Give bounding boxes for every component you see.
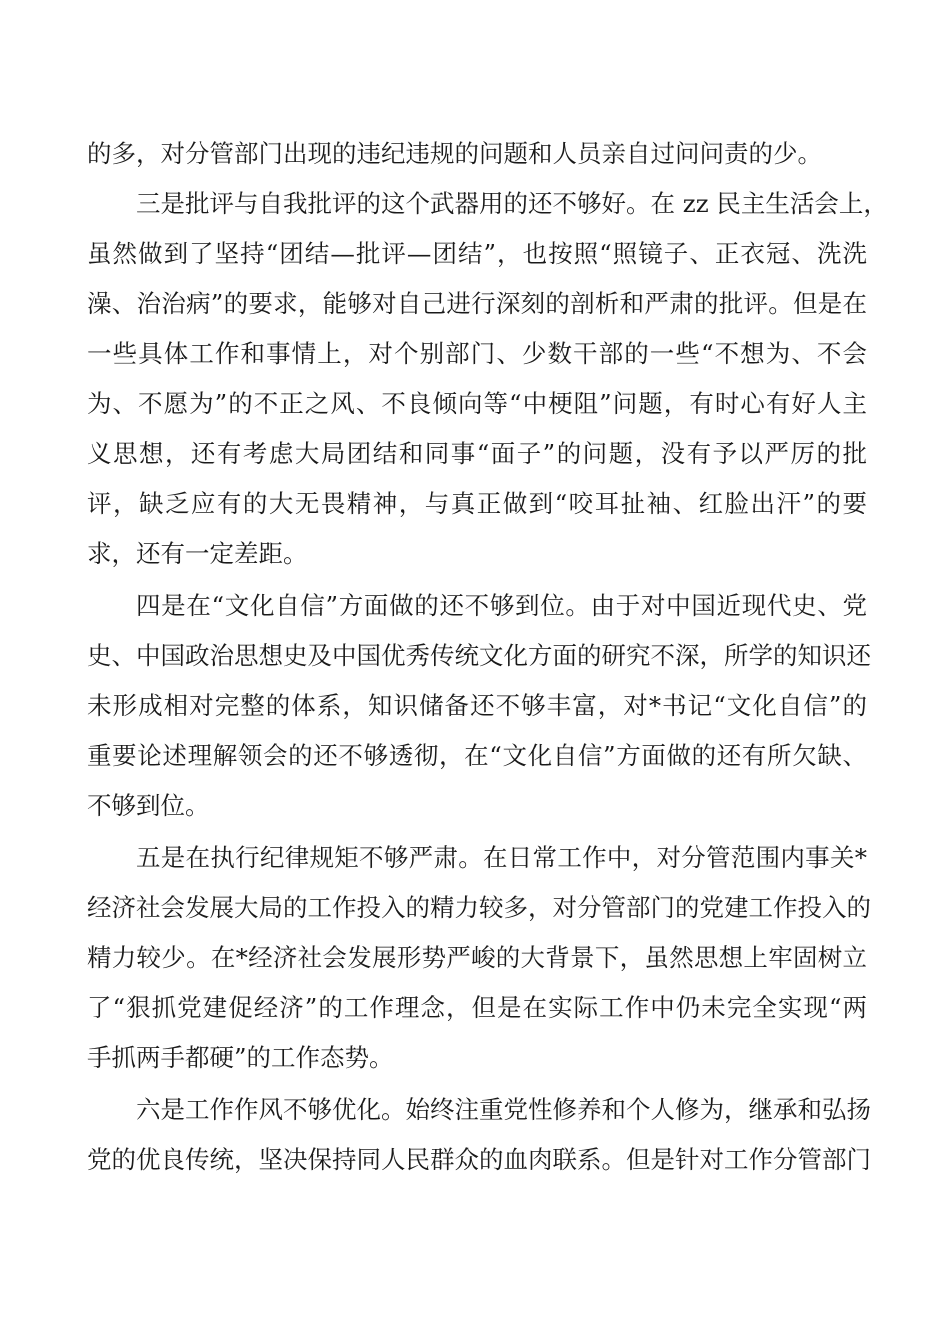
text-line: 为、不愿为”的不正之风、不良倾向等“中梗阻”问题，有时心有好人主 (87, 389, 867, 418)
text-line: 未形成相对完整的体系，知识储备还不够丰富，对*书记“文化自信”的 (87, 691, 867, 720)
text-line: 重要论述理解领会的还不够透彻，在“文化自信”方面做的还有所欠缺、 (87, 741, 867, 770)
paragraph-6-start: 六是工作作风不够优化。始终注重党性修养和个人修为，继承和弘扬 (136, 1095, 871, 1124)
text-line: 史、中国政治思想史及中国优秀传统文化方面的研究不深，所学的知识还 (87, 641, 871, 670)
text-line: 求，还有一定差距。 (87, 539, 308, 568)
text-line: 一些具体工作和事情上，对个别部门、少数干部的一些“不想为、不会 (87, 339, 867, 368)
text-line: 虽然做到了坚持“团结—批评—团结”，也按照“照镜子、正衣冠、洗洗 (87, 239, 867, 268)
text-line: 义思想，还有考虑大局团结和同事“面子”的问题，没有予以严厉的批 (87, 439, 867, 468)
text-line: 精力较少。在*经济社会发展形势严峻的大背景下，虽然思想上牢固树立 (87, 943, 867, 972)
paragraph-5-start: 五是在执行纪律规矩不够严肃。在日常工作中，对分管范围内事关* (136, 843, 867, 872)
text-line: 评，缺乏应有的大无畏精神，与真正做到“咬耳扯袖、红脸出汗”的要 (87, 489, 867, 518)
text-line: 澡、治治病”的要求，能够对自己进行深刻的剖析和严肃的批评。但是在 (87, 289, 867, 318)
text-line: 了“狠抓党建促经济”的工作理念，但是在实际工作中仍未完全实现“两 (87, 993, 867, 1022)
text-line: 不够到位。 (87, 791, 210, 820)
paragraph-3-start: 三是批评与自我批评的这个武器用的还不够好。在 zz 民主生活会上， (136, 189, 888, 218)
text-line: 的多，对分管部门出现的违纪违规的问题和人员亲自过问问责的少。 (87, 139, 822, 168)
text-line: 经济社会发展大局的工作投入的精力较多，对分管部门的党建工作投入的 (87, 893, 871, 922)
text-line: 党的优良传统，坚决保持同人民群众的血肉联系。但是针对工作分管部门 (87, 1145, 871, 1174)
paragraph-4-start: 四是在“文化自信”方面做的还不够到位。由于对中国近现代史、党 (136, 591, 867, 620)
text-line: 手抓两手都硬”的工作态势。 (87, 1043, 394, 1072)
